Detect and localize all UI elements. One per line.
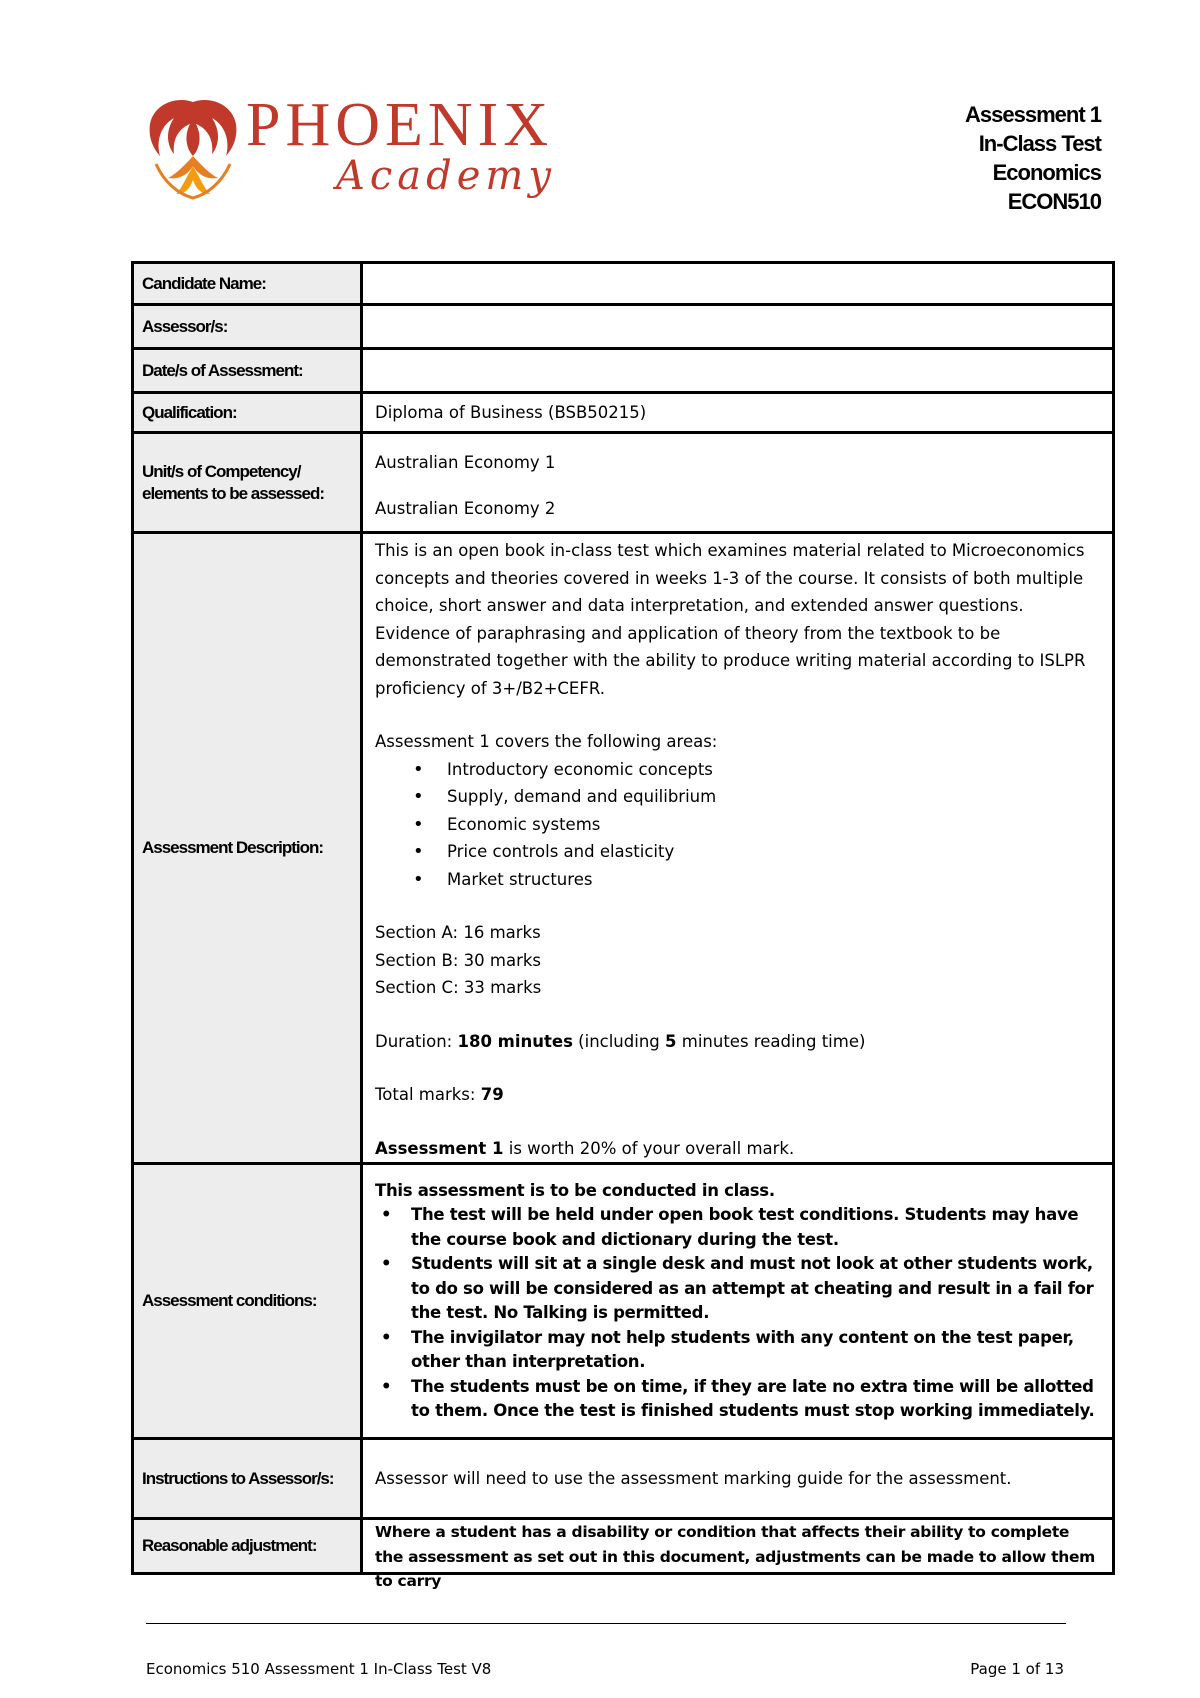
- worth-line: [375, 1135, 1100, 1163]
- logo-subtitle: Academy: [336, 153, 556, 199]
- total-marks-line: [375, 1081, 1100, 1109]
- list-item: • The invigilator may not help students with any content on the test paper, other than interpretation.: [375, 1326, 1100, 1375]
- list-item: • The students must be on time, if they are late no extra time will be allotted to them. Once the test is finished students must stop working immediately.: [375, 1375, 1100, 1424]
- duration-label: Duration:: [375, 1031, 453, 1051]
- total-label: Total marks:: [375, 1085, 476, 1104]
- worth-rest: is worth 20% of your overall mark.: [508, 1138, 795, 1158]
- assessment-cover-table: [131, 261, 1115, 1590]
- date-label: Date/s of Assessment:: [133, 349, 362, 393]
- list-item: • Supply, demand and equilibrium: [413, 783, 1100, 811]
- footer-document-title: Economics 510 Assessment 1 In-Class Test V8: [146, 1660, 492, 1678]
- logo-wordmark: PHOENIX: [246, 91, 554, 159]
- description-label: Assessment Description:: [133, 533, 362, 1164]
- reasonable-cell: [362, 1519, 1114, 1590]
- conditions-intro: This assessment is to be conducted in class.: [375, 1180, 775, 1200]
- footer-divider: [146, 1623, 1066, 1624]
- duration-reading: 5: [665, 1031, 677, 1051]
- section-b-marks: Section B: 30 marks: [375, 950, 542, 970]
- conditions-list: [375, 1203, 1100, 1424]
- qualification-label: Qualification:: [133, 393, 362, 433]
- document-header: [965, 100, 1101, 216]
- list-item: • Economic systems: [413, 811, 1100, 839]
- candidate-row: [133, 263, 1114, 305]
- list-item: • Price controls and elasticity: [413, 838, 1100, 866]
- duration-note-close: minutes reading time): [681, 1031, 866, 1051]
- list-item: • Market structures: [413, 866, 1100, 894]
- footer-page-number: Page 1 of 13: [970, 1660, 1064, 1678]
- assessor-label: Assessor/s:: [133, 305, 362, 349]
- list-item: • Students will sit at a single desk and must not look at other students work, to do so will be considered as an attempt at cheating and result in a fail for the test. No Talking is permitted.: [375, 1252, 1100, 1326]
- units-row: [133, 433, 1114, 533]
- duration-value: 180 minutes: [457, 1031, 573, 1051]
- header-test-type: In-Class Test: [978, 131, 1101, 156]
- description-intro: This is an open book in-class test which examines material related to Microeconomics concepts and theories covered in weeks 1-3 of the course. It consists of both multiple choice, short answer and data interpretation, and extended answer questions. Evidence of paraphrasing and application of theory from the textbook to be demonstrated together with the ability to produce writing material according to ISLPR proficiency of 3+/B2+CEFR.: [375, 541, 1086, 698]
- instructions-row: [133, 1439, 1114, 1519]
- section-a-marks: Section A: 16 marks: [375, 923, 541, 942]
- phoenix-bird-icon: [146, 94, 241, 204]
- reasonable-label: Reasonable adjustment:: [133, 1519, 362, 1574]
- date-field[interactable]: [362, 349, 1114, 393]
- total-value: 79: [480, 1085, 504, 1104]
- worth-bold: Assessment 1: [375, 1138, 504, 1158]
- phoenix-academy-logo: [146, 91, 566, 204]
- date-row: [133, 349, 1114, 393]
- unit-item: Australian Economy 1: [375, 452, 556, 472]
- description-value: [362, 533, 1114, 1164]
- qualification-value: Diploma of Business (BSB50215): [362, 393, 1114, 433]
- areas-heading: Assessment 1 covers the following areas:: [375, 732, 718, 751]
- candidate-label: Candidate Name:: [133, 263, 362, 305]
- reasonable-adjustment-row: [133, 1519, 1114, 1574]
- header-course-code: ECON510: [1007, 189, 1101, 214]
- list-item: • The test will be held under open book test conditions. Students may have the course book and dictionary during the test.: [375, 1203, 1100, 1252]
- reasonable-value: Where a student has a disability or condition that affects their ability to complete the assessment as set out in this document, adjustments can be made to allow them to carry: [375, 1523, 1096, 1590]
- instructions-label: Instructions to Assessor/s:: [133, 1439, 362, 1519]
- header-assessment: Assessment 1: [965, 102, 1101, 127]
- qualification-row: [133, 393, 1114, 433]
- duration-line: [375, 1028, 1100, 1056]
- conditions-label: Assessment conditions:: [133, 1164, 362, 1439]
- areas-list: [375, 756, 1100, 894]
- section-c-marks: Section C: 33 marks: [375, 978, 542, 997]
- candidate-name-field[interactable]: [362, 263, 1114, 305]
- assessor-row: [133, 305, 1114, 349]
- units-value: [362, 433, 1114, 533]
- duration-note-open: (including: [578, 1031, 660, 1051]
- list-item: • Introductory economic concepts: [413, 756, 1100, 784]
- assessor-field[interactable]: [362, 305, 1114, 349]
- units-label: Unit/s of Competency/ elements to be assessed:: [133, 433, 362, 533]
- header-subject: Economics: [992, 160, 1101, 185]
- conditions-row: [133, 1164, 1114, 1439]
- conditions-value: [362, 1164, 1114, 1439]
- unit-item: Australian Economy 2: [375, 498, 556, 518]
- description-row: [133, 533, 1114, 1164]
- instructions-value: Assessor will need to use the assessment marking guide for the assessment.: [362, 1439, 1114, 1519]
